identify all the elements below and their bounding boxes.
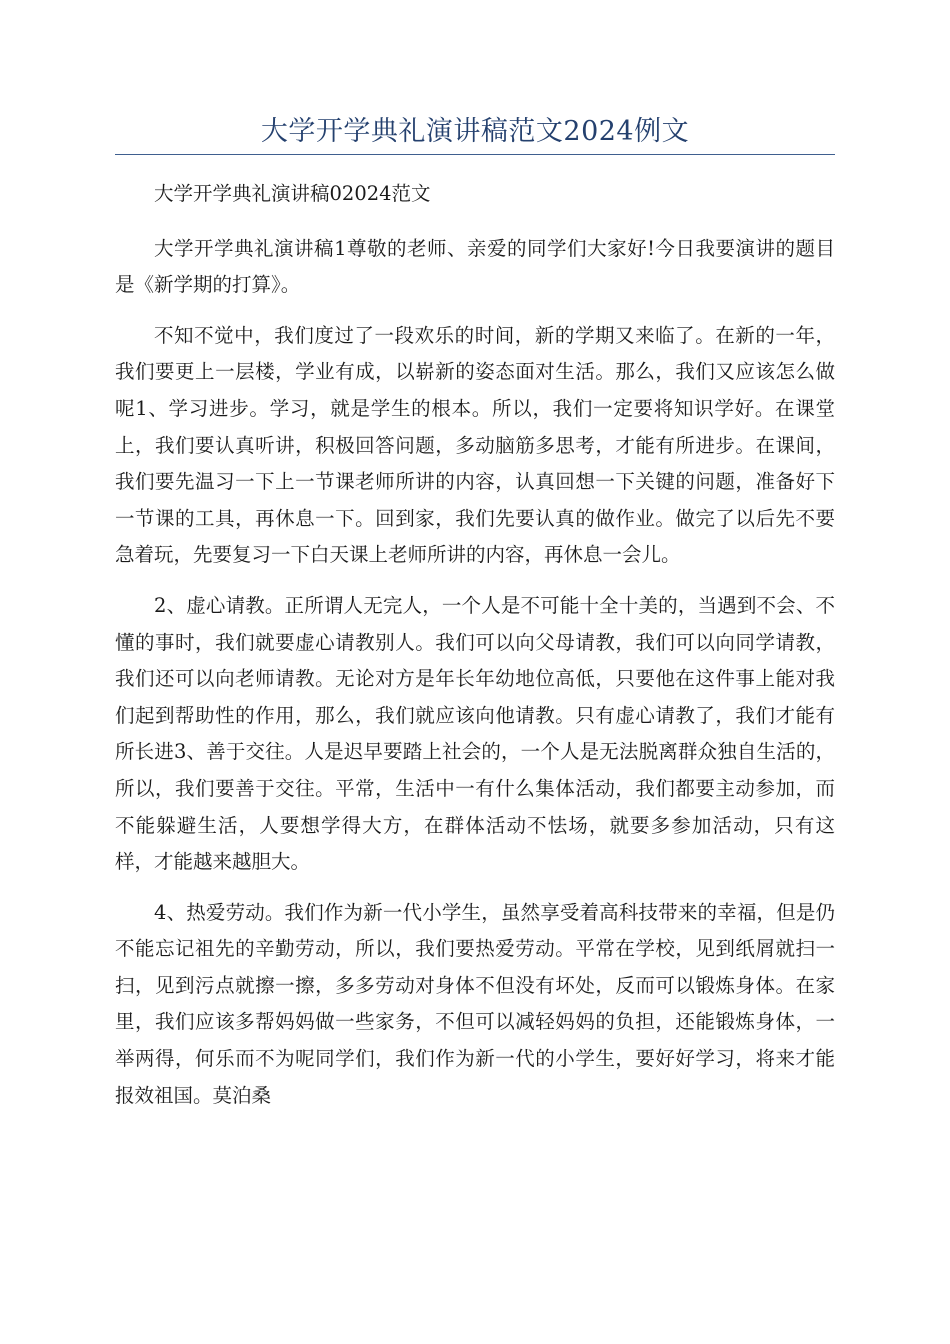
body-paragraph-labor: 4、热爱劳动。我们作为新一代小学生，虽然享受着高科技带来的幸福，但是仍不能忘记祖先的辛勤劳动，所以，我们要热爱劳动。平常在学校，见到纸屑就扫一扫，见到污点就擦一擦，多多劳动对身体不但没有坏处，反而可以锻炼身体。在家里，我们应该多帮妈妈做一些家务，不但可以减轻妈妈的负担，还能锻炼身体，一举两得，何乐而不为呢同学们，我们作为新一代的小学生，要好好学习，将来才能报效祖国。莫泊桑 xyxy=(115,900,835,1107)
title-underline xyxy=(115,154,835,155)
subtitle-paragraph: 大学开学典礼演讲稿02024范文 xyxy=(154,182,431,205)
body-paragraph-ask: 2、虚心请教。正所谓人无完人，一个人是不可能十全十美的，当遇到不会、不懂的事时，我们就要虚心请教别人。我们可以向父母请教，我们可以向同学请教，我们还可以向老师请教。无论对方是年长年幼地位高低，只要他在这件事上能对我们起到帮助性的作用，那么，我们就应该向他请教。只有虚心请教了，我们才能有所长进3、善于交往。人是迟早要踏上社会的，一个人是无法脱离群众独自生活的，所以，我们要善于交往。平常，生活中一有什么集体活动，我们都要主动参加，而不能躲避生活，人要想学得大方，在群体活动不怯场，就要多参加活动，只有这样，才能越来越胆大。 xyxy=(115,593,835,874)
intro-paragraph: 大学开学典礼演讲稿1尊敬的老师、亲爱的同学们大家好!今日我要演讲的题目是《新学期的打算》。 xyxy=(115,236,835,297)
body-paragraph-study: 不知不觉中，我们度过了一段欢乐的时间，新的学期又来临了。在新的一年，我们要更上一层楼，学业有成，以崭新的姿态面对生活。那么，我们又应该怎么做呢1、学习进步。学习，就是学生的根本。所以，我们一定要将知识学好。在课堂上，我们要认真听讲，积极回答问题，多动脑筋多思考，才能有所进步。在课间，我们要先温习一下上一节课老师所讲的内容，认真回想一下关键的问题，准备好下一节课的工具，再休息一下。回到家，我们先要认真的做作业。做完了以后先不要急着玩，先要复习一下白天课上老师所讲的内容，再休息一会儿。 xyxy=(115,323,835,567)
document-title: 大学开学典礼演讲稿范文2024例文 xyxy=(260,116,690,147)
document-body xyxy=(115,176,835,1128)
